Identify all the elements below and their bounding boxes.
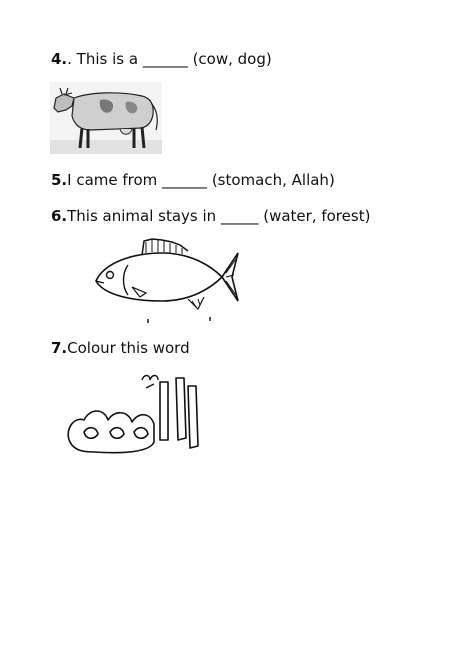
question-6	[51, 207, 370, 225]
question-7	[51, 339, 190, 357]
question-7-text: Colour this word	[67, 339, 190, 357]
question-5-number: 5.	[51, 171, 68, 189]
cow-image	[50, 82, 162, 154]
question-4-number: 4.	[51, 50, 68, 68]
question-5	[51, 171, 335, 189]
fish-image	[92, 235, 242, 327]
question-5-text: I came from ______ (stomach, Allah)	[67, 171, 335, 189]
question-4	[51, 50, 272, 68]
question-6-number: 6.	[51, 207, 68, 225]
question-7-number: 7.	[51, 339, 68, 357]
question-6-text: This animal stays in _____ (water, forest)	[67, 207, 371, 225]
question-4-text: . This is a ______ (cow, dog)	[67, 50, 272, 68]
allah-calligraphy-image	[54, 370, 204, 462]
